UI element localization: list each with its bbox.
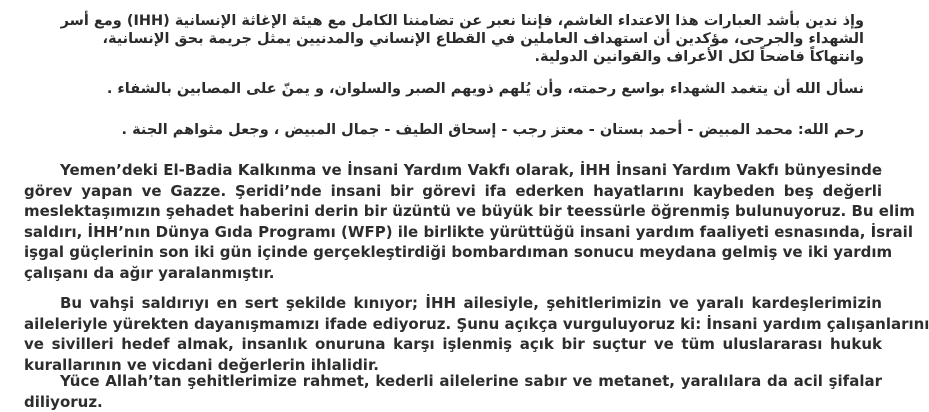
turkish-paragraph-condemnation: [24, 293, 882, 375]
turkish-line: ve sivilleri hedef almak, insanlık onuruna karşı işlenmiş açık bir suçtur ve tüm uluslararası hukuk: [24, 334, 882, 355]
turkish-line: Bu vahşi saldırıyı en sert şekilde kınıyor; İHH ailesiyle, şehitlerimizin ve yaralı kardeşlerimizin: [24, 293, 882, 314]
arabic-line: وانتهاكاً فاضحاً لكل الأعراف والقوانين الدولية.: [40, 48, 864, 66]
turkish-line: saldırı, İHH’nın Dünya Gıda Programı (WFP) ile birlikte yürüttüğü insani yardım faaliyeti esnasında, İsrail: [24, 222, 882, 243]
arabic-line: وإذ ندين بأشد العبارات هذا الاعتداء الغاشم، فإننا نعبر عن تضامننا الكامل مع هيئة الإغاثة الإنسانية (IHH) ومع أسر: [40, 12, 864, 30]
turkish-line: Yemen’deki El-Badia Kalkınma ve İnsani Yardım Vakfı olarak, İHH İnsani Yardım Vakfı bünyesinde: [24, 160, 882, 181]
arabic-line: نسأل الله أن يتغمد الشهداء بواسع رحمته، وأن يُلهم ذويهم الصبر والسلوان، و يمنّ على المصابين بالشفاء .: [40, 80, 864, 98]
arabic-paragraph-prayer: [40, 80, 864, 98]
turkish-line: Yüce Allah’tan şehitlerimize rahmet, kederli ailelerine sabır ve metanet, yaralılara da acil şifalar: [24, 371, 882, 392]
turkish-line: meslektaşımızın şehadet haberini derin bir üzüntü ve büyük bir teessürle öğrenmiş bulunuyoruz. Bu elim: [24, 201, 882, 222]
turkish-line: işgal güçlerinin son iki gün içinde gerçekleştirdiği bombardıman sonucu meydana gelmiş ve iki yardım: [24, 242, 882, 263]
turkish-line: kurallarının ve vicdani değerlerin ihlalidir.: [24, 355, 882, 376]
turkish-paragraph-prayer: [24, 371, 882, 412]
arabic-paragraph-condemnation: [40, 12, 864, 66]
turkish-line: çalışanı da ağır yaralanmıştır.: [24, 263, 882, 284]
arabic-line: الشهداء والجرحى، مؤكدين أن استهداف العاملين في القطاع الإنساني والمدنيين يمثل جريمة بحق الإنسانية،: [40, 30, 864, 48]
turkish-line: diliyoruz.: [24, 392, 882, 412]
turkish-paragraph-announcement: [24, 160, 882, 283]
turkish-line: görev yapan ve Gazze. Şeridi’nde insani bir görevi ifa ederken hayatlarını kaybeden beş değerli: [24, 181, 882, 202]
arabic-paragraph-names: [40, 121, 864, 139]
turkish-line: aileleriyle yürekten dayanışmamızı ifade ediyoruz. Şunu açıkça vurguluyoruz ki: İnsani yardım çalışanlarını: [24, 314, 882, 335]
arabic-line: رحم الله: محمد المبيض - أحمد بستان - معتز رجب - إسحاق الطيف - جمال المبيض ، وجعل مثواهم الجنة .: [40, 121, 864, 139]
